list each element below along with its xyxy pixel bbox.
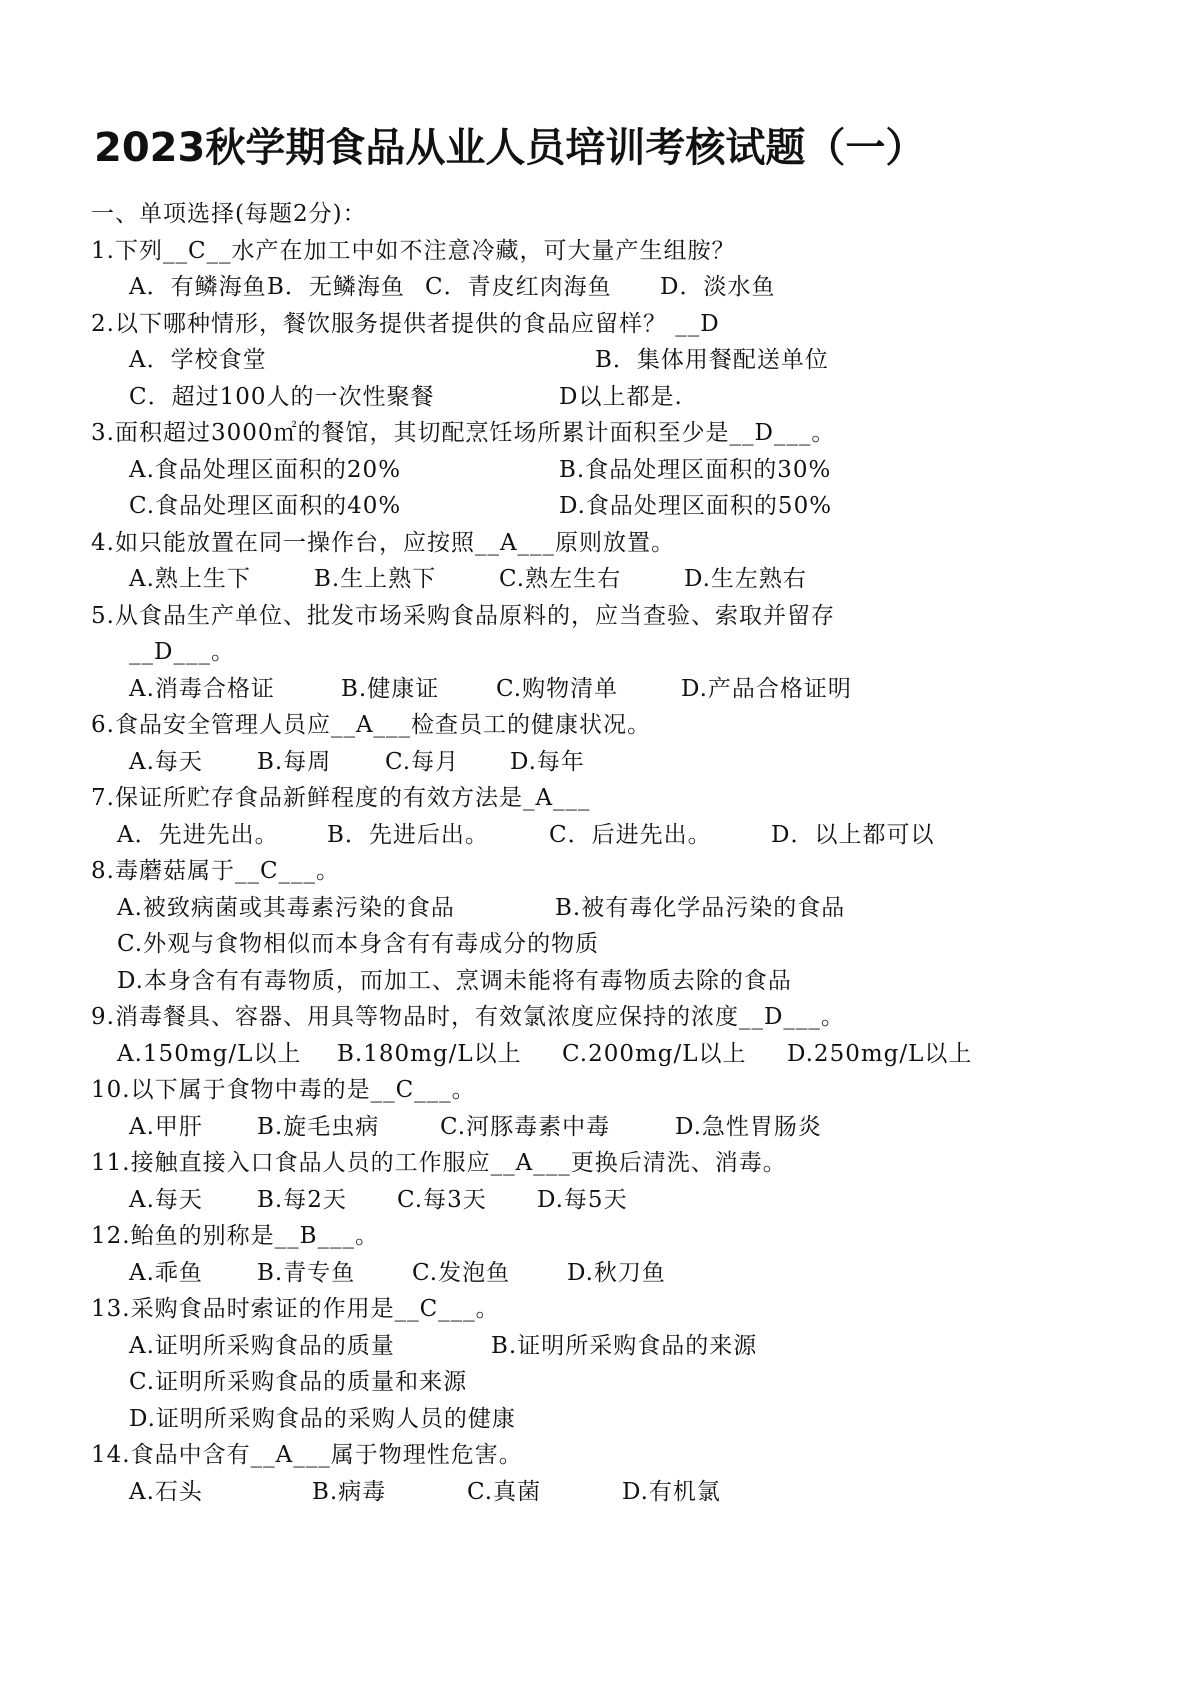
option: B.病毒	[312, 1478, 387, 1505]
option: D.秋刀鱼	[567, 1259, 666, 1286]
option: A.石头	[129, 1478, 203, 1505]
option: A.食品处理区面积的20%	[129, 456, 402, 483]
option: A.每天	[129, 748, 203, 775]
option: A.被致病菌或其毒素污染的食品	[117, 894, 455, 921]
question-option: C.证明所采购食品的质量和来源	[129, 1369, 468, 1395]
question-stem: 2.以下哪种情形，餐饮服务提供者提供的食品应留样？ __D	[91, 310, 720, 337]
option: A.150mg/L以上	[117, 1040, 302, 1067]
option: C.每3天	[397, 1186, 487, 1213]
option: D.食品处理区面积的50%	[559, 493, 833, 519]
option: B.生上熟下	[314, 566, 437, 592]
question-stem: 5.从食品生产单位、批发市场采购食品原料的，应当查验、索取并留存	[91, 602, 835, 629]
question-options	[91, 671, 1171, 708]
question-stem-continued: __D___。	[129, 639, 235, 665]
question-stem: 9.消毒餐具、容器、用具等物品时，有效氯浓度应保持的浓度__D___。	[91, 1004, 845, 1030]
option: D．淡水鱼	[660, 274, 776, 300]
option: A.乖鱼	[129, 1259, 203, 1286]
option: D．以上都可以	[771, 821, 935, 848]
question-options	[91, 269, 1171, 306]
option: C．超过100人的一次性聚餐	[129, 383, 435, 410]
question-stem: 11.接触直接入口食品人员的工作服应__A___更换后清洗、消毒。	[91, 1150, 787, 1176]
question-stem: 14.食品中含有__A___属于物理性危害。	[91, 1442, 523, 1468]
question-option: C.外观与食物相似而本身含有有毒成分的物质	[117, 931, 600, 957]
option: B．无鳞海鱼	[267, 274, 405, 300]
option: D.有机氯	[622, 1478, 721, 1505]
option: D.每5天	[537, 1186, 628, 1213]
option: D.生左熟右	[684, 566, 807, 592]
option: C.真菌	[467, 1478, 542, 1505]
question-stem: 3.面积超过3000㎡的餐馆，其切配烹饪场所累计面积至少是__D___。	[91, 420, 836, 446]
question-options	[91, 452, 1171, 489]
option: A．有鳞海鱼	[129, 274, 267, 300]
question-options	[91, 1328, 1171, 1365]
option: D.250mg/L以上	[787, 1040, 973, 1067]
option: D.产品合格证明	[681, 675, 852, 702]
question-stem: 4.如只能放置在同一操作台，应按照__A___原则放置。	[91, 529, 676, 556]
option: A.证明所采购食品的质量	[129, 1332, 395, 1359]
question-stem: 7.保证所贮存食品新鲜程度的有效方法是_A___	[91, 785, 591, 811]
option: C.熟左生右	[499, 566, 622, 592]
option: B.旋毛虫病	[257, 1113, 380, 1140]
option: A.甲肝	[129, 1113, 203, 1140]
question-options	[91, 379, 1171, 416]
exam-title: 2023秋学期食品从业人员培训考核试题（一）	[94, 125, 926, 171]
option: B.青专鱼	[257, 1259, 356, 1286]
option: B.食品处理区面积的30%	[559, 456, 832, 483]
question-stem: 8.毒蘑菇属于__C___。	[91, 858, 341, 884]
option: C.食品处理区面积的40%	[129, 493, 402, 519]
option: C.200mg/L以上	[562, 1040, 747, 1067]
question-option: D.本身含有有毒物质，而加工、烹调未能将有毒物质去除的食品	[117, 967, 792, 994]
option: B.健康证	[341, 675, 440, 702]
option: C．后进先出。	[549, 821, 712, 848]
option: C.发泡鱼	[412, 1259, 511, 1286]
question-options	[91, 1255, 1171, 1292]
option: B.每周	[257, 748, 332, 775]
option: B．先进后出。	[327, 821, 489, 848]
option: C.河豚毒素中毒	[440, 1113, 611, 1140]
option: A.消毒合格证	[129, 675, 275, 702]
option: B.每2天	[257, 1186, 347, 1213]
option: A.熟上生下	[129, 566, 251, 592]
question-options	[91, 1474, 1171, 1511]
question-stem: 10.以下属于食物中毒的是__C___。	[91, 1077, 476, 1103]
question-stem: 13.采购食品时索证的作用是__C___。	[91, 1296, 500, 1322]
exam-content	[91, 196, 1171, 1510]
option: A．学校食堂	[129, 347, 267, 373]
option: B.证明所采购食品的来源	[491, 1332, 758, 1359]
question-options	[91, 1182, 1171, 1219]
question-options	[91, 488, 1171, 525]
option: A．先进先出。	[117, 821, 279, 848]
question-options	[91, 1109, 1171, 1146]
option: D.急性胃肠炎	[675, 1113, 822, 1140]
question-options	[91, 1036, 1171, 1073]
section-heading: 一、单项选择(每题2分)：	[91, 201, 367, 227]
option: B．集体用餐配送单位	[595, 347, 829, 373]
option: D.每年	[510, 748, 585, 775]
question-options	[91, 744, 1171, 781]
option: B.180mg/L以上	[337, 1040, 522, 1067]
question-stem: 6.食品安全管理人员应__A___检查员工的健康状况。	[91, 712, 652, 738]
question-stem: 1.下列__C__水产在加工中如不注意冷藏，可大量产生组胺？	[91, 237, 736, 264]
question-options	[91, 817, 1171, 854]
option: B.被有毒化学品污染的食品	[555, 894, 846, 921]
question-options	[91, 342, 1171, 379]
option: D以上都是.	[559, 383, 683, 410]
option: C.购物清单	[496, 675, 619, 702]
option: A.每天	[129, 1186, 203, 1213]
option: C.每月	[385, 748, 460, 775]
option: C．青皮红肉海鱼	[425, 274, 612, 300]
question-options	[91, 561, 1171, 598]
question-stem: 12.鲐鱼的别称是__B___。	[91, 1223, 379, 1249]
question-option: D.证明所采购食品的采购人员的健康	[129, 1405, 516, 1432]
question-options	[91, 890, 1171, 927]
